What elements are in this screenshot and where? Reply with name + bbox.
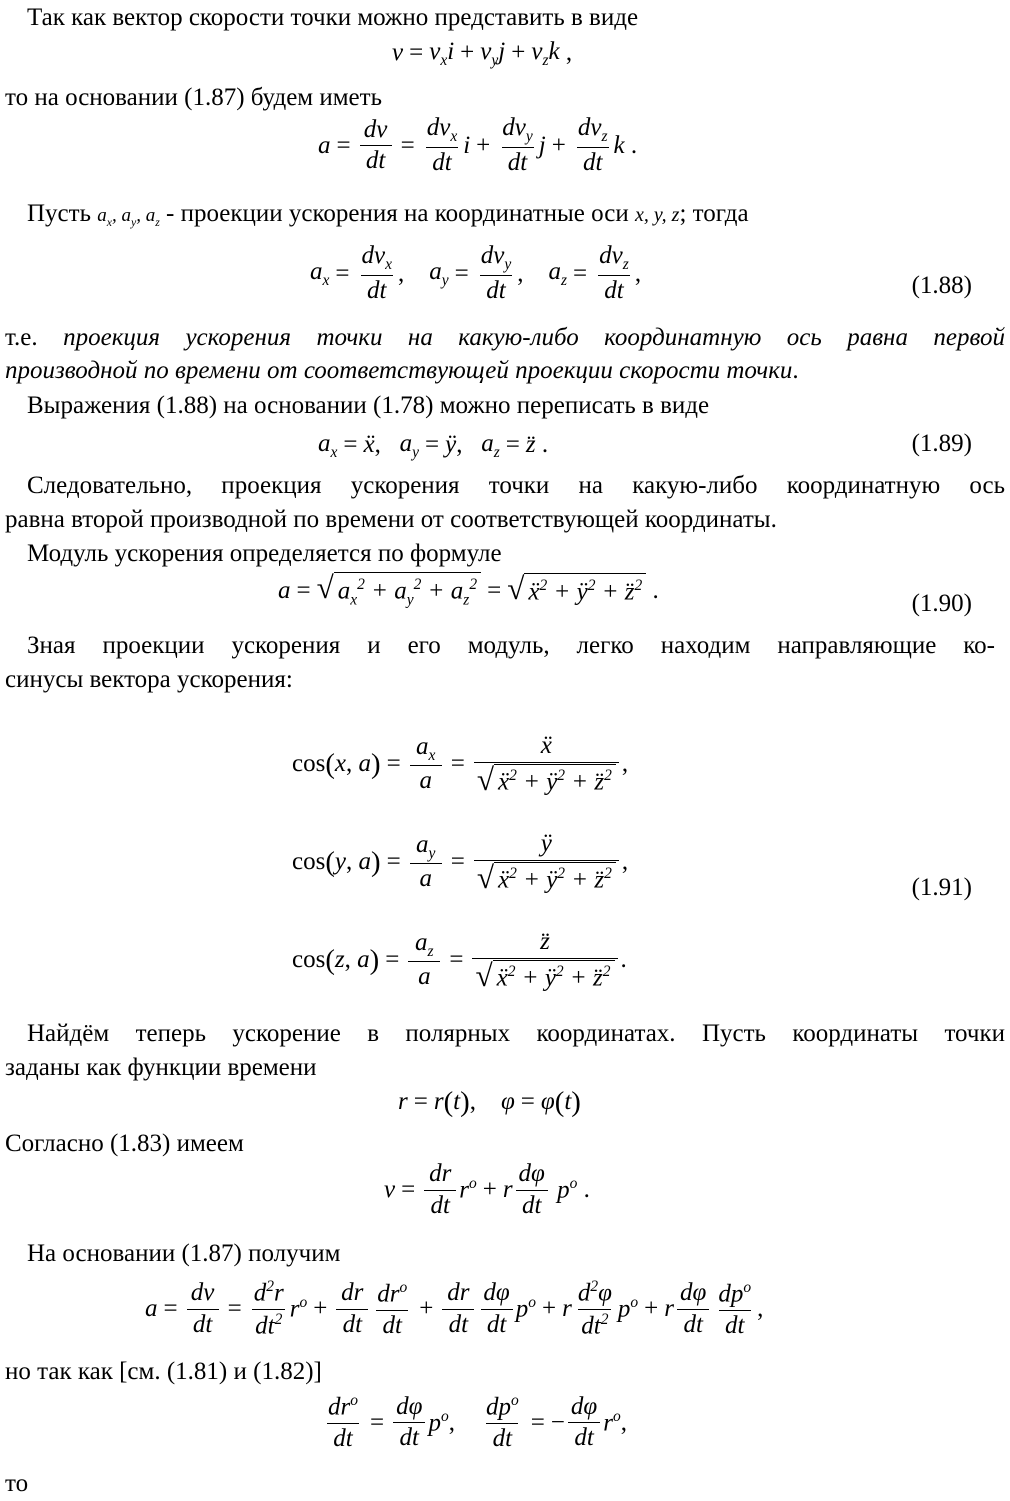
paragraph: Модуль ускорения определяется по формуле — [27, 540, 502, 567]
paragraph: Так как вектор скорости точки можно представить в виде — [27, 4, 639, 31]
paragraph: т.е. проекция ускорения точки на какую-либо координатную ось равна первой — [5, 324, 1006, 351]
cos-y-formula: cos ( y , a ) = $\frac{a_y}{a}$ = ÿ √ ẍ$^2$ + $ÿ^2$ + z̈$^2$ , — [292, 830, 629, 895]
paragraph: равна второй производной по времени от соответствующей координаты. — [5, 506, 777, 533]
equation-1-90: a = √ $a_x^2 + a_y^2 + a_z^2$ = √ ẍ$^2$ + $ÿ^2$ + z̈$^2$ . — [278, 572, 659, 610]
paragraph: Следовательно, проекция ускорения точки на какую-либо координатную ось — [27, 472, 1005, 499]
paragraph: то на основании (1.87) будем иметь — [5, 84, 382, 111]
cos-x-formula: cos ( x , a ) = $\frac{a_x}{a}$ = ẍ √ ẍ$^2$ + $ÿ^2$ + z̈$^2$ , — [292, 732, 629, 797]
paragraph: На основании (1.87) получим — [27, 1240, 341, 1267]
polar-velocity-formula: v = $\frac{dr}{dt}$ $r^o$ + r dφ dt $p^o$ . — [384, 1160, 590, 1219]
paragraph: Выражения (1.88) на основании (1.78) можно переписать в виде — [27, 392, 710, 419]
acceleration-vector-formula: a = $\frac{dv}{dt}$ = $dv_x$ dt i + $dv_y$ dt j + $dv_z$ dt k . — [318, 114, 638, 176]
equation-1-89: $a_x$ = ẍ , $a_y$ = ÿ , $a_z$ = z̈ . — [318, 430, 549, 461]
equation-number: (1.89) — [911, 430, 972, 457]
paragraph: но так как [см. (1.81) и (1.82)] — [5, 1358, 322, 1385]
paragraph: заданы как функции времени — [5, 1054, 317, 1081]
paragraph: Согласно (1.83) имеем — [5, 1130, 244, 1157]
paragraph: то — [5, 1470, 29, 1497]
unit-vector-derivatives-formula: $dr^o$ dt = $\frac{d\varphi}{dt}$ $p^o$ , $dp^o$ dt = − $\frac{d\varphi}{dt}$ $r^o$ , — [328, 1392, 627, 1453]
paragraph: производной по времени от соответствующей проекции скорости точки. — [5, 357, 799, 384]
paragraph: синусы вектора ускорения: — [5, 666, 293, 693]
paragraph: Пусть $a_x$, $a_y$, $a_z$ - проекции ускорения на координатные оси x, y, z; тогда — [27, 200, 749, 229]
paragraph: Найдём теперь ускорение в полярных координатах. Пусть координаты точки — [27, 1020, 1005, 1047]
cos-z-formula: cos ( z , a ) = $\frac{a_z}{a}$ = z̈ √ ẍ$^2$ + $ÿ^2$ + z̈$^2$ . — [292, 928, 627, 993]
polar-acceleration-formula: a = $\frac{dv}{dt}$ = $\frac{d^2r}{dt^2}$ $r^o$ + $\frac{dr}{dt}$ $dr^o$ dt + $\frac{dr}{dt}$ dφ dt $p^o$ + r $d^2\varphi$ $dt^2$ $p^o$ + r dφ dt $dp^o$ dt , — [145, 1278, 764, 1340]
equation-number: (1.90) — [911, 590, 972, 617]
equation-number: (1.91) — [911, 874, 972, 901]
velocity-vector-formula: v = $v_xi$ + $v_yj$ + $v_zk$ , — [392, 38, 573, 69]
equation-number: (1.88) — [911, 272, 972, 299]
polar-coordinates-formula: r = r ( t ) , φ = φ ( t ) — [398, 1086, 581, 1118]
equation-1-88: $a_x$ = $dv_x$ dt , $a_y$ = $dv_y$ dt , $a_z$ = $dv_z$ dt , — [310, 242, 642, 304]
paragraph: Зная проекции ускорения и его модуль, легко находим направляющие ко- — [27, 632, 995, 659]
